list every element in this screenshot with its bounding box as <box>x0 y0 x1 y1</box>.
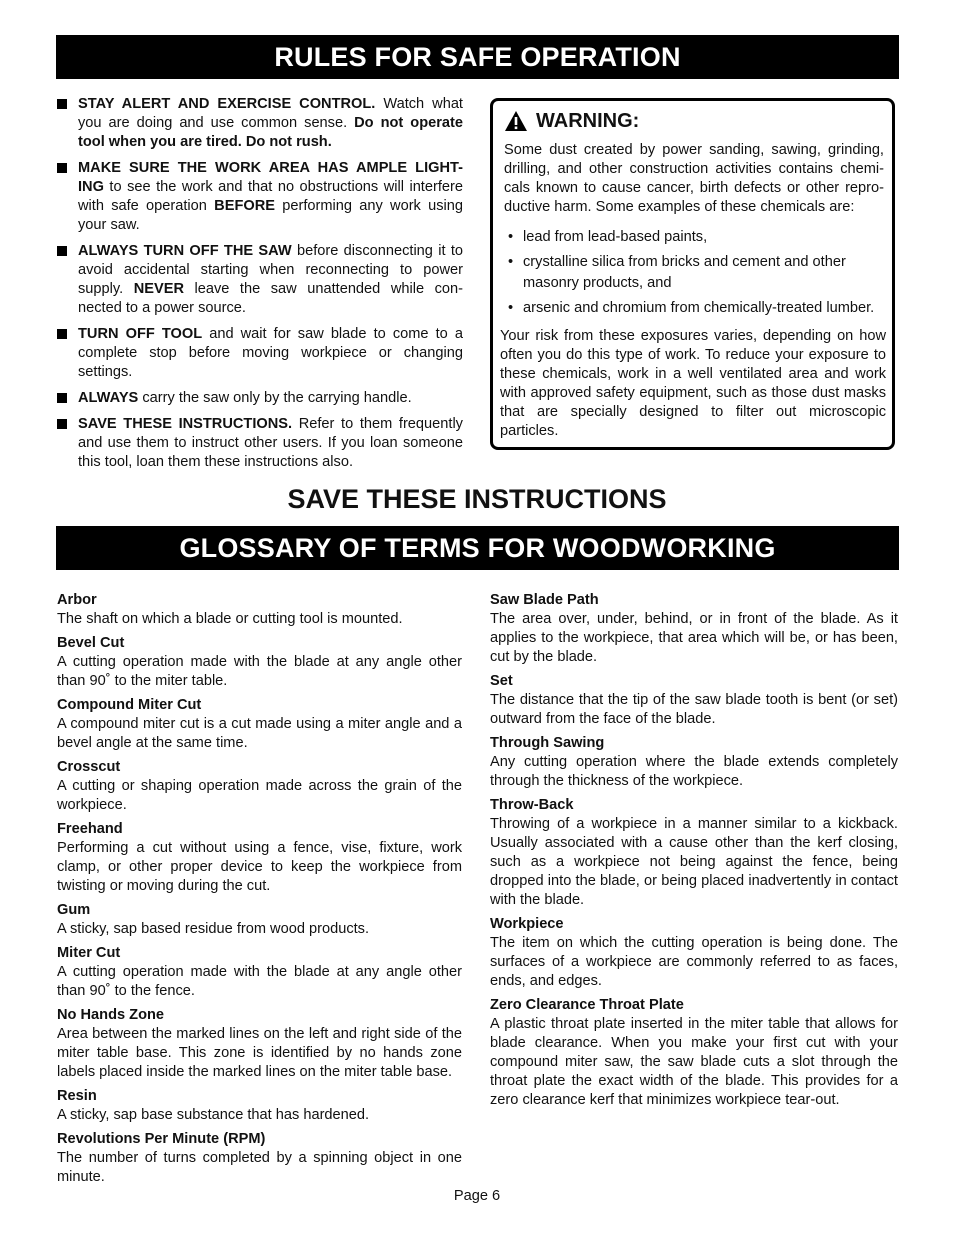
glossary-term: Bevel Cut <box>57 635 125 651</box>
rule-text: before disconnecting it to avoid accidental starting when reconnecting to power supply. <box>78 243 463 297</box>
glossary-term: Crosscut <box>57 759 121 775</box>
rule-lead: TURN OFF TOOL <box>78 326 203 342</box>
glossary-term: Gum <box>57 902 91 918</box>
warning-triangle-icon <box>504 110 528 132</box>
glossary-term: Saw Blade Path <box>490 592 599 608</box>
rule-tail: leave the saw unattended while con- nected to a power source. <box>78 281 463 316</box>
glossary-definition: Throwing of a workpiece in a manner similar to a kickback. Usually associated with a cause other than the kerf closing, such as a workpiece not being against the fence, being dropped into the blade, or being placed inadvertently in contact with the blade. <box>490 816 898 908</box>
glossary-term: Set <box>490 673 513 689</box>
glossary-term: Resin <box>57 1088 97 1104</box>
glossary-term: Revolutions Per Minute (RPM) <box>57 1131 266 1147</box>
rule-item <box>56 415 463 472</box>
glossary-definition: The item on which the cutting operation is being done. The surfaces of a workpiece are commonly referred to as faces, ends, and edges. <box>490 935 898 989</box>
warning-closing: Your risk from these exposures varies, depending on how often you do this type of work. To reduce your exposure to these chemicals, work in a well ventilated area and work with approved safety equipment, such as those dust masks that are specially designed to filter out microscopic particles. <box>500 328 886 439</box>
bullet-square-icon <box>57 419 67 429</box>
glossary-definition: Any cutting operation where the blade extends completely through the thickness of the workpiece. <box>490 754 898 789</box>
warning-item-text: lead from lead-based paints, <box>523 229 708 245</box>
rule-lead: ALWAYS <box>78 390 139 406</box>
rule-lead: ALWAYS TURN OFF THE SAW <box>78 243 292 259</box>
bullet-square-icon <box>57 393 67 403</box>
rule-text: and wait for saw blade to come to a complete stop before moving workpiece or changing settings. <box>78 326 463 380</box>
warning-title: WARNING: <box>536 109 640 132</box>
rule-item <box>56 389 463 408</box>
glossary-definition: A compound miter cut is a cut made using a miter angle and a bevel angle at the same time. <box>57 716 462 751</box>
glossary-definition: A plastic throat plate inserted in the miter table that allows for blade clearance. When you make your first cut with your compound miter saw, the saw blade cuts a slot through the throat plate the exact width of the blade. This provides for a zero clearance kerf that minimizes workpiece tear-out. <box>490 1016 898 1108</box>
glossary-definition: A cutting or shaping operation made across the grain of the workpiece. <box>57 778 462 813</box>
bullet-square-icon <box>57 329 67 339</box>
glossary-definition: A sticky, sap base substance that has hardened. <box>57 1107 370 1123</box>
rule-text: Refer to them frequently and use them to instruct other users. If you loan someone this tool, loan them these instructions also. <box>78 416 463 470</box>
rule-lead: STAY ALERT AND EXERCISE CONTROL. <box>78 96 376 112</box>
glossary-term: Throw-Back <box>490 797 574 813</box>
glossary-term: Freehand <box>57 821 123 837</box>
rule-text: Watch what you are doing and use common sense. <box>78 96 463 131</box>
glossary-definition: The area over, under, behind, or in front of the blade. As it applies to the workpiece, that area which will be, or has been, cut by the blade. <box>490 611 898 665</box>
rule-emphasis: NEVER <box>133 281 184 297</box>
section-title-rules: RULES FOR SAFE OPERATION <box>56 35 899 79</box>
rule-text: to see the work and that no obstructions will interfere with safe operation <box>78 179 463 214</box>
bullet-square-icon <box>57 163 67 173</box>
bullet-square-icon <box>57 99 67 109</box>
rule-item <box>56 95 463 152</box>
glossary-term: Compound Miter Cut <box>57 697 202 713</box>
glossary-definition: The distance that the tip of the saw blade tooth is bent (or set) outward from the face of the blade. <box>490 692 898 727</box>
rule-emphasis: Do not operate tool when you are tired. Do not rush. <box>78 115 463 150</box>
rule-item <box>56 242 463 318</box>
warning-list-item: • arsenic and chromium from chemically-treated lumber. <box>508 300 875 316</box>
glossary-definition: The shaft on which a blade or cutting tool is mounted. <box>57 611 403 627</box>
bullet-square-icon <box>57 246 67 256</box>
warning-list-item: • crystalline silica from bricks and cement and other masonry products, and <box>508 254 846 291</box>
glossary-term: Through Sawing <box>490 735 605 751</box>
warning-list-item: • lead from lead-based paints, <box>508 229 708 245</box>
glossary-term: Arbor <box>57 592 97 608</box>
section-title-glossary: GLOSSARY OF TERMS FOR WOODWORKING <box>56 526 899 570</box>
warning-list <box>504 227 884 319</box>
page-number: Page 6 <box>453 1188 501 1204</box>
glossary-term: Workpiece <box>490 916 564 932</box>
warning-box <box>490 98 895 450</box>
rule-item <box>56 325 463 382</box>
rule-lead: MAKE SURE THE WORK AREA HAS AMPLE LIGHT- ING <box>78 160 463 195</box>
glossary-term: Miter Cut <box>57 945 121 961</box>
glossary-term: Zero Clearance Throat Plate <box>490 997 684 1013</box>
warning-item-text: arsenic and chromium from chemically-treated lumber. <box>523 300 875 316</box>
glossary-right-column <box>490 586 898 1110</box>
glossary-definition: A cutting operation made with the blade at any angle other than 90˚ to the miter table. <box>57 654 462 689</box>
glossary-definition: Performing a cut without using a fence, vise, fixture, work clamp, or other proper device to keep the workpiece from twisting or moving during the cut. <box>57 840 462 894</box>
glossary-definition: The number of turns completed by a spinning object in one minute. <box>57 1150 462 1185</box>
save-instructions-heading: SAVE THESE INSTRUCTIONS <box>287 484 667 514</box>
glossary-term: No Hands Zone <box>57 1007 165 1023</box>
safety-rules-list <box>56 95 463 479</box>
glossary-definition: Area between the marked lines on the left and right side of the miter table base. This zone is identified by no hands zone labels placed inside the marked lines on the miter table base. <box>57 1026 462 1080</box>
rule-tail: performing any work using your saw. <box>78 198 463 233</box>
rule-emphasis: BEFORE <box>214 198 275 214</box>
rule-item <box>56 159 463 235</box>
glossary-definition: A cutting operation made with the blade at any angle other than 90˚ to the fence. <box>57 964 462 999</box>
glossary-left-column <box>57 586 462 1187</box>
warning-item-text: crystalline silica from bricks and cement and other masonry products, and <box>523 254 846 291</box>
glossary-definition: A sticky, sap based residue from wood products. <box>57 921 370 937</box>
warning-header <box>504 107 884 135</box>
rule-text: carry the saw only by the carrying handle. <box>138 390 412 406</box>
warning-intro: Some dust created by power sanding, sawing, grinding, drilling, and other construction activities contains chemi- cals known to cause cancer, birth defects or other repro- ductive harm. Some examples of these chemicals are: <box>504 142 884 215</box>
rule-lead: SAVE THESE INSTRUCTIONS. <box>78 416 293 432</box>
